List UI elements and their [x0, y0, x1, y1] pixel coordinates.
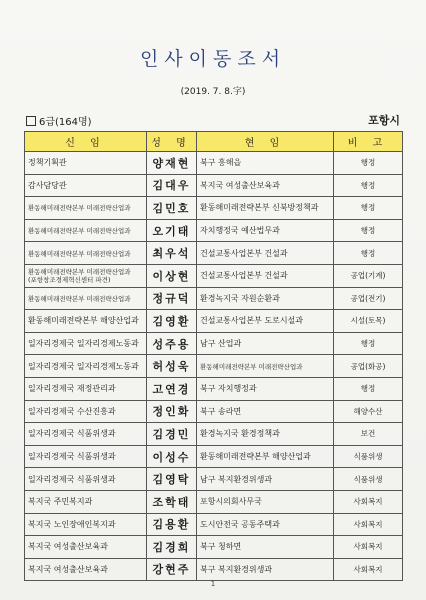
page-title: 인사이동조서: [139, 48, 287, 70]
cell-new-post: [25, 264, 147, 287]
cell-current-post: 환동해미래전략본부 신북방정책과: [197, 197, 334, 220]
cell-new-post: 일자리경제국 식품위생과: [25, 423, 147, 446]
table-row: [25, 264, 403, 287]
new-post-dispatch: (포항창조경제혁신센터 파견): [28, 275, 111, 284]
cell-note: 사회복지: [334, 513, 403, 536]
cell-current-post: 북구 복지환경위생과: [197, 558, 334, 581]
new-post-line: 환동해미래전략본부 미래전략산업과: [28, 267, 131, 276]
header-current-post: 현 임: [197, 132, 334, 152]
organization-name: 포항시: [368, 114, 400, 127]
cell-name: 김대우: [147, 174, 197, 197]
cell-new-post: 일자리경제국 재정관리과: [25, 377, 147, 400]
cell-new-post: 복지국 여성출산보육과: [25, 558, 147, 581]
cell-note: 보건: [334, 423, 403, 446]
cell-current-post: 환경녹지국 환경정책과: [197, 423, 334, 446]
checkbox-icon: [26, 116, 36, 126]
cell-current-post: 북구 청하면: [197, 536, 334, 559]
cell-current-post: 환경녹지국 자원순환과: [197, 287, 334, 310]
cell-note: 행정: [334, 197, 403, 220]
cell-name: 이상현: [147, 264, 197, 287]
cell-name: 김용환: [147, 513, 197, 536]
cell-name: 조학태: [147, 490, 197, 513]
table-row: [25, 174, 403, 197]
transfer-table: [24, 131, 403, 581]
grade-text: 6급(164명): [39, 117, 92, 128]
cell-new-post: 일자리경제국 식품위생과: [25, 445, 147, 468]
cell-new-post: 환동해미래전략본부 미래전략산업과: [25, 219, 147, 242]
header-name: 성 명: [147, 132, 197, 152]
cell-current-post: 건설교통사업본부 건설과: [197, 264, 334, 287]
cell-note: 사회복지: [334, 536, 403, 559]
cell-note: 공업(화공): [334, 355, 403, 378]
cell-name: 이성수: [147, 445, 197, 468]
cell-name: 고연경: [147, 377, 197, 400]
cell-name: 김민호: [147, 197, 197, 220]
cell-current-post: 복지국 여성출산보육과: [197, 174, 334, 197]
cell-note: 사회복지: [334, 558, 403, 581]
table-header-row: [25, 132, 403, 152]
cell-name: 양재현: [147, 152, 197, 175]
cell-new-post: 환동해미래전략본부 해양산업과: [25, 310, 147, 333]
cell-new-post: 감사담당관: [25, 174, 147, 197]
cell-note: 시설(토목): [334, 310, 403, 333]
table-row: [25, 355, 403, 378]
cell-new-post: 정책기획관: [25, 152, 147, 175]
cell-new-post: 복지국 여성출산보육과: [25, 536, 147, 559]
cell-note: 식품위생: [334, 468, 403, 491]
cell-note: 행정: [334, 174, 403, 197]
cell-new-post: 복지국 주민복지과: [25, 490, 147, 513]
header-new-post: 신 임: [25, 132, 147, 152]
cell-current-post: 도시안전국 공동주택과: [197, 513, 334, 536]
cell-name: 김영탁: [147, 468, 197, 491]
cell-name: 허성욱: [147, 355, 197, 378]
grade-label: [26, 113, 92, 128]
table-row: [25, 242, 403, 265]
cell-new-post: 환동해미래전략본부 미래전략산업과: [25, 197, 147, 220]
table-row: [25, 468, 403, 491]
cell-note: 해양수산: [334, 400, 403, 423]
cell-name: 오기태: [147, 219, 197, 242]
cell-name: 김경민: [147, 423, 197, 446]
cell-current-post: 건설교통사업본부 건설과: [197, 242, 334, 265]
cell-new-post: 일자리경제국 수산진흥과: [25, 400, 147, 423]
table-row: [25, 219, 403, 242]
table-row: [25, 152, 403, 175]
cell-name: 정인화: [147, 400, 197, 423]
cell-current-post: 포항시의회사무국: [197, 490, 334, 513]
table-row: [25, 513, 403, 536]
cell-note: 행정: [334, 152, 403, 175]
table-row: [25, 310, 403, 333]
cell-new-post: 일자리경제국 식품위생과: [25, 468, 147, 491]
cell-note: 행정: [334, 219, 403, 242]
table-row: [25, 287, 403, 310]
table-row: [25, 377, 403, 400]
cell-note: 사회복지: [334, 490, 403, 513]
cell-new-post: 일자리경제국 일자리경제노동과: [25, 355, 147, 378]
header-note: 비 고: [334, 132, 403, 152]
table-row: [25, 536, 403, 559]
cell-current-post: 남구 복지환경위생과: [197, 468, 334, 491]
cell-name: 김경희: [147, 536, 197, 559]
cell-new-post: 복지국 노인장애인복지과: [25, 513, 147, 536]
cell-name: 최우석: [147, 242, 197, 265]
table-row: [25, 332, 403, 355]
cell-new-post: 일자리경제국 일자리경제노동과: [25, 332, 147, 355]
cell-current-post: 자치행정국 예산법무과: [197, 219, 334, 242]
table-row: [25, 400, 403, 423]
table-row: [25, 423, 403, 446]
cell-current-post: 북구 흥해읍: [197, 152, 334, 175]
cell-note: 공업(기계): [334, 264, 403, 287]
cell-new-post: 환동해미래전략본부 미래전략산업과: [25, 287, 147, 310]
cell-note: 공업(전기): [334, 287, 403, 310]
cell-note: 식품위생: [334, 445, 403, 468]
cell-note: 행정: [334, 332, 403, 355]
cell-current-post: 건설교통사업본부 도로시설과: [197, 310, 334, 333]
cell-current-post: 북구 자치행정과: [197, 377, 334, 400]
table-row: [25, 490, 403, 513]
table-row: [25, 558, 403, 581]
cell-note: 행정: [334, 377, 403, 400]
cell-current-post: 북구 송라면: [197, 400, 334, 423]
table-row: [25, 197, 403, 220]
cell-name: 강현주: [147, 558, 197, 581]
cell-current-post: 환동해미래전략본부 해양산업과: [197, 445, 334, 468]
cell-note: 행정: [334, 242, 403, 265]
table-row: [25, 445, 403, 468]
cell-current-post: 남구 산업과: [197, 332, 334, 355]
page-number: 1: [210, 580, 216, 588]
cell-current-post: 환동해미래전략본부 미래전략산업과: [197, 355, 334, 378]
cell-name: 김영환: [147, 310, 197, 333]
document-date: (2019. 7. 8.字): [180, 87, 246, 97]
cell-name: 성주용: [147, 332, 197, 355]
cell-name: 정규덕: [147, 287, 197, 310]
cell-new-post: 환동해미래전략본부 미래전략산업과: [25, 242, 147, 265]
